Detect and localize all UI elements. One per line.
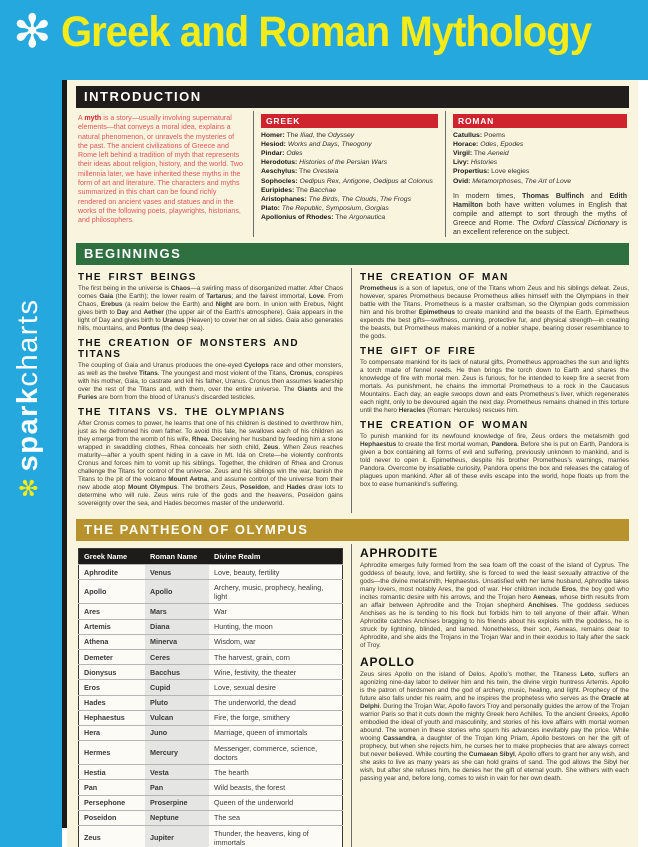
cell-greek-name: Hera (79, 725, 146, 740)
subsection-text: The first being in the universe is Chaos—a swirling mass of disorganized matter. After Chaos comes Gaia (the Earth); the lower realm of Tartarus; and the fairest immortal, Love. From Chaos, Erebus (a realm below the Earth) and Night are born. In union with Erebus, Night gives birth to Day and Aether (the upper air of the Earth’s atmosphere). Gaia appears in the light of Day and gives birth to Uranus (Heaven) to cover her on all sides. Gaia also generates hills, mountains, and Pontus (the deep sea). (78, 285, 344, 332)
subsection-title: THE CREATION OF WOMAN (360, 420, 529, 431)
cell-greek-name: Zeus (79, 826, 146, 847)
author-item (261, 140, 438, 149)
author-item (453, 167, 627, 176)
author-name: Pindar : (261, 150, 284, 157)
author-name: Hesiod : (261, 141, 286, 148)
author-works: Histories of the Persian Wars (299, 159, 388, 167)
subsection (360, 346, 629, 415)
greek-column-header: GREEK (261, 114, 438, 128)
cell-greek-name: Aphrodite (79, 565, 146, 580)
author-works: The Birds, The Clouds, The Frogs (308, 195, 411, 203)
cell-divine-realm: Marriage, queen of immortals (209, 725, 343, 740)
cell-greek-name: Artemis (79, 619, 146, 634)
cell-greek-name: Pan (79, 780, 146, 795)
table-row (79, 619, 343, 634)
author-item (261, 131, 438, 140)
subsection-title: THE GIFT OF FIRE (360, 346, 477, 357)
cell-divine-realm: Fire, the forge, smithery (209, 710, 343, 725)
cell-divine-realm: The hearth (209, 765, 343, 780)
subsection (78, 272, 343, 333)
sparkcharts-logo (12, 299, 45, 498)
subsection-title: THE CREATION OF MONSTERS AND TITANS (78, 338, 299, 360)
cell-roman-name: Venus (145, 565, 209, 580)
cell-divine-realm: Hunting, the moon (209, 619, 343, 634)
cell-greek-name: Ares (79, 604, 146, 619)
subsection-text: To punish mankind for its newfound knowledge of fire, Zeus orders the metalsmith god Hephaestus to create the first mortal woman, Pandora. Before she is put on Earth, Pandora is given a box containing all forms of evil and suffering, previously unknown to mankind, and is told never to open it. Epimetheus, despite his brother Prometheus’s warnings, marries Pandora. Overcome by insatiable curiosity, Pandora opens the box and releases the catalog of plagues upon mankind. After all of these evils escape into the world, hope floats up from the box to ease humankind’s suffering. (360, 433, 629, 488)
author-name: Livy : (453, 159, 469, 166)
cell-divine-realm: Archery, music, prophecy, healing, light (209, 580, 343, 604)
subsection (360, 420, 629, 489)
cell-roman-name: Pan (145, 780, 209, 795)
cell-greek-name: Demeter (79, 649, 146, 664)
author-item (453, 149, 627, 158)
subsection-title: THE TITANS VS. THE OLYMPIANS (78, 407, 286, 418)
column-header-greek-name: Greek Name (79, 549, 146, 565)
section-header-beginnings: BEGINNINGS (76, 243, 629, 265)
author-item (261, 167, 438, 176)
table-row (79, 710, 343, 725)
cell-greek-name: Eros (79, 680, 146, 695)
author-name: Euripides : (261, 187, 294, 194)
cell-divine-realm: Love, beauty, fertility (209, 565, 343, 580)
cell-roman-name: Juno (145, 725, 209, 740)
author-item (261, 204, 438, 213)
table-row (79, 565, 343, 580)
author-name: Propertius : (453, 168, 489, 175)
author-name: Catullus : (453, 132, 482, 139)
author-works: Poems (483, 131, 506, 139)
subsection-text: The coupling of Gaia and Uranus produces the one-eyed Cyclops race and other monsters, as well as the twelve Titans. The youngest and most violent of the Titans, Cronus, conspires with his mother, Gaia, to castrate and kill his father, Uranus. Cronus then assumes leadership over the rest of the Titans and, with them, over the entire universe. The Giants and the Furies are born from the blood of Uranus’s discarded testicles. (78, 362, 343, 401)
author-works: Works and Days, Theogony (287, 140, 372, 148)
god-subsection (360, 546, 629, 650)
author-works: The Bacchae (296, 186, 337, 194)
cell-divine-realm: Wild beasts, the forest (209, 780, 343, 795)
cell-roman-name: Jupiter (145, 826, 209, 847)
column-header-divine-realm: Divine Realm (209, 549, 343, 565)
god-text: Zeus sires Apollo on the island of Delos. Apollo’s mother, the Titaness Leto, suffers an agonizing nine-day labor to deliver him and his twin, the divine virgin huntress Artemis. Apollo is the patron of herdsmen and the god of archery, music, healing, and light. Prophecy of the future also falls under his realm, and he inspires the prophetess who serves as the Oracle at Delphi. During the Trojan War, Apollo favors Troy and personally guides the arrow of the Trojan warrior Paris so that it cuts down the mighty Greek hero Achilles. To the ancient Greeks, Apollo embodied the ideal of youth and masculinity, and stories of his love affairs with mortal women abound. The women in these stories who spurn his advances inevitably pay the price. While wooing Cassandra, a daughter of the Trojan king Priam, Apollo bestows on her the gift of prophecy, but when she rejects him, he curses her to make prophecies that are always correct but never believed. While courting the Cumaean Sibyl, Apollo offers to grant her any wish, and she asks to live as many years as she can hold grains of sand. The god allows the Sibyl her wish, but after she refuses him, he denies her the gift of eternal youth. She withers with each passing year and, before long, comes to wish in vain for her own death. (360, 671, 630, 782)
subsection-title: THE CREATION OF MAN (360, 272, 509, 283)
intro-paragraph: A myth is a story—usually involving supernatural elements—that conveys a moral idea, explains a natural phenomenon, or unravels the mysteries of the past. The ancient civilizations of Greece and Rome left behind a tradition of myth that represents their ideas about religion, history, and the world. Two millennia later, we have inherited these myths in the form of art and literature. The characters and myths summarized in this chart can be found richly rendered on ancient vases and statues and in the works of the following poets, playwrights, historians, and philosophers. (76, 111, 254, 237)
beginnings-section (76, 268, 629, 513)
author-works: Love elegies (491, 168, 530, 176)
table-row (79, 810, 343, 825)
god-text: Aphrodite emerges fully formed from the sea foam off the coast of the island of Cyprus. The goddess of beauty, love, and fertility, she is forced to wed the least sexually attractive of the gods—the divine metalsmith, Hephaestus. Unsatisfied with her lame husband, Aphrodite takes many lovers, most notably Ares, the god of war. Her children include Eros, the boy god who incites romantic desire with his arrows, and the Trojan hero Aeneas, whose birth results from an affair between Aphrodite and the Trojan shepherd Anchises. The goddess seduces Anchises as he is tending to his flock but forbids him to tell anyone of their affair. When Aphrodite catches Anchises bragging to his friends about his exploits with the goddess, he is struck by lightning, blinded, and lamed. Nonetheless, their son, Aeneas, remains dear to Aphrodite, and she aids the Trojans in the Trojan War and in their exodus to Italy after the sack of Troy. (360, 562, 629, 649)
god-name-title: APOLLO (360, 655, 415, 669)
cell-greek-name: Dionysus (79, 665, 146, 680)
beginnings-right-column (352, 268, 629, 513)
cell-roman-name: Apollo (145, 580, 209, 604)
table-row (79, 580, 343, 604)
section-header-pantheon: THE PANTHEON OF OLYMPUS (76, 519, 629, 541)
cell-greek-name: Hestia (79, 765, 146, 780)
brand-charts: charts (12, 298, 44, 387)
roman-authors-column (446, 111, 629, 237)
author-name: Sophocles : (261, 178, 298, 185)
pantheon-table-body (79, 565, 343, 847)
author-item (261, 186, 438, 195)
subsection (78, 407, 343, 508)
subsection-text: Prometheus is a son of Iapetus, one of the Titans whom Zeus and his siblings defeat. Zeus, however, spares Prometheus because Prometheus allies himself with the Olympians in their battle with the Titans. Prometheus is a master craftsman, so the Olympian gods commission him and his brother Epimetheus to create mankind and the beasts of the Earth. Epimetheus expends the best gifts—swiftness, cunning, protective fur, and physical strength—in creating the beasts, but Prometheus makes mankind of a nobler shape, bearing closer resemblance to the gods. (360, 285, 629, 340)
cell-roman-name: Vesta (145, 765, 209, 780)
author-item (261, 149, 438, 158)
subsection-text: After Cronus comes to power, he learns that one of his children is destined to overthrow him, just as he dethroned his own father. To avoid this fate, he swallows each of his children as they emerge from the womb of his wife, Rhea. Deceiving her husband by feeding him a stone wrapped in swaddling clothes, Rhea conceals her sixth child, Zeus. When Zeus reaches maturity—after a youth spent hiding in a cave in Mt. Ida on Crete—he violently confronts Cronus and forces him to vomit up his siblings. Together, the children of Rhea and Cronus challenge the Titans for control of the universe. Zeus and his siblings win the war, banish the Titans to the pit of the volcano Mount Aetna, and assume control of the universe from their new abode atop Mount Olympus. The brothers Zeus, Poseidon, and Hades draw lots to determine who will rule. Zeus wins rule of the gods and the heavens, Poseidon gains sovereignty over the sea, and Hades becomes master of the underworld. (78, 420, 343, 507)
column-header-roman-name: Roman Name (145, 549, 209, 565)
cell-roman-name: Ceres (145, 649, 209, 664)
author-name: Plato : (261, 205, 280, 212)
table-row (79, 780, 343, 795)
author-item (453, 158, 627, 167)
cell-divine-realm: Wine, festivity, the theater (209, 665, 343, 680)
author-name: Ovid : (453, 178, 470, 185)
author-item (453, 131, 627, 140)
cell-roman-name: Vulcan (145, 710, 209, 725)
roman-author-list (453, 131, 627, 186)
author-works: Histories (470, 159, 498, 167)
author-name: Virgil : (453, 150, 472, 157)
cell-roman-name: Cupid (145, 680, 209, 695)
subsection-text: To compensate mankind for its lack of natural gifts, Prometheus approaches the sun and lights a torch made of fennel reeds. He then brings the torch down to Earth and shares the knowledge of fire with mortal men. Zeus is furious, for he intended to keep fire a secret from mortals. As punishment, he chains the immortal Prometheus to a rock in the Caucasus Mountains. Each day, an eagle swoops down and eats Prometheus’s liver, which regenerates each night, only to be devoured again the next day. Prometheus remains chained in this torture until the hero Heracles (Roman: Hercules) rescues him. (360, 359, 629, 414)
table-header-row (79, 549, 343, 565)
cell-greek-name: Hermes (79, 741, 146, 765)
author-item (261, 213, 438, 222)
author-item (261, 195, 438, 204)
table-row (79, 649, 343, 664)
author-name: Homer : (261, 132, 285, 139)
author-item (453, 177, 627, 186)
table-row (79, 826, 343, 847)
cell-greek-name: Apollo (79, 580, 146, 604)
table-row (79, 604, 343, 619)
author-works: The Argonautica (335, 214, 386, 222)
author-name: Horace : (453, 141, 478, 148)
author-works: Odes, Epodes (480, 140, 524, 148)
sparkcharts-asterisk-icon: ✻ (15, 476, 43, 498)
cell-roman-name: Pluto (145, 695, 209, 710)
author-works: The Republic, Symposium, Gorgias (281, 205, 389, 213)
left-sidebar (0, 80, 62, 847)
author-name: Aeschylus : (261, 168, 297, 175)
cell-divine-realm: The harvest, grain, corn (209, 649, 343, 664)
greek-author-list (261, 131, 438, 223)
top-banner (0, 0, 648, 80)
cell-greek-name: Hades (79, 695, 146, 710)
pantheon-table (78, 548, 343, 847)
page-title: Greek and Roman Mythology (61, 8, 592, 56)
beginnings-left-column (76, 268, 352, 513)
cell-divine-realm: Queen of the underworld (209, 795, 343, 810)
table-row (79, 680, 343, 695)
author-name: Apollonius of Rhodes : (261, 214, 334, 221)
pantheon-table-column (76, 544, 352, 847)
brand-spark: spark (12, 386, 44, 472)
subsection (78, 338, 343, 402)
cell-divine-realm: Wisdom, war (209, 634, 343, 649)
pantheon-section (76, 544, 629, 847)
author-works: Metamorphoses, The Art of Love (472, 177, 571, 185)
introduction-section (76, 111, 629, 237)
table-row (79, 634, 343, 649)
author-works: The Aeneid (473, 149, 509, 157)
table-row (79, 665, 343, 680)
pantheon-right-column (352, 544, 629, 847)
cell-greek-name: Poseidon (79, 810, 146, 825)
cell-roman-name: Mercury (145, 741, 209, 765)
author-works: The Oresteia (299, 168, 339, 176)
author-item (261, 158, 438, 167)
cell-roman-name: Minerva (145, 634, 209, 649)
cell-greek-name: Athena (79, 634, 146, 649)
sparkcharts-asterisk-icon: ✻ (13, 4, 52, 58)
roman-column-header: ROMAN (453, 114, 627, 128)
table-row (79, 725, 343, 740)
cell-roman-name: Proserpine (145, 795, 209, 810)
subsection (360, 272, 629, 341)
table-row (79, 765, 343, 780)
god-name-title: APHRODITE (360, 546, 438, 560)
greek-authors-column (254, 111, 446, 237)
cell-divine-realm: Love, sexual desire (209, 680, 343, 695)
author-item (261, 177, 438, 186)
cell-divine-realm: The underworld, the dead (209, 695, 343, 710)
content-area (67, 80, 638, 847)
cell-divine-realm: War (209, 604, 343, 619)
author-name: Aristophanes : (261, 196, 307, 203)
author-works: Odes (286, 149, 303, 157)
cell-roman-name: Neptune (145, 810, 209, 825)
cell-roman-name: Bacchus (145, 665, 209, 680)
author-works: Oedipus Rex, Antigone, Oedipus at Colonus (299, 177, 433, 185)
modern-references-note: In modern times, Thomas Bulfinch and Edith Hamilton both have written volumes in English that compile and attempt to sort through the myths of Greece and Rome. The Oxford Classical Dictionary is an excellent reference on the subject. (453, 192, 628, 236)
god-subsection (360, 655, 629, 783)
subsection-title: THE FIRST BEINGS (78, 272, 197, 283)
cell-roman-name: Mars (145, 604, 209, 619)
section-header-introduction: INTRODUCTION (76, 86, 629, 108)
cell-greek-name: Persephone (79, 795, 146, 810)
cell-divine-realm: Messenger, commerce, science, doctors (209, 741, 343, 765)
table-row (79, 795, 343, 810)
cell-divine-realm: The sea (209, 810, 343, 825)
cell-roman-name: Diana (145, 619, 209, 634)
table-row (79, 695, 343, 710)
author-item (453, 140, 627, 149)
cell-greek-name: Hephaestus (79, 710, 146, 725)
cell-divine-realm: Thunder, the heavens, king of immortals (209, 826, 343, 847)
author-name: Herodotus : (261, 159, 297, 166)
table-row (79, 741, 343, 765)
author-works: The Iliad, the Odyssey (286, 131, 355, 139)
